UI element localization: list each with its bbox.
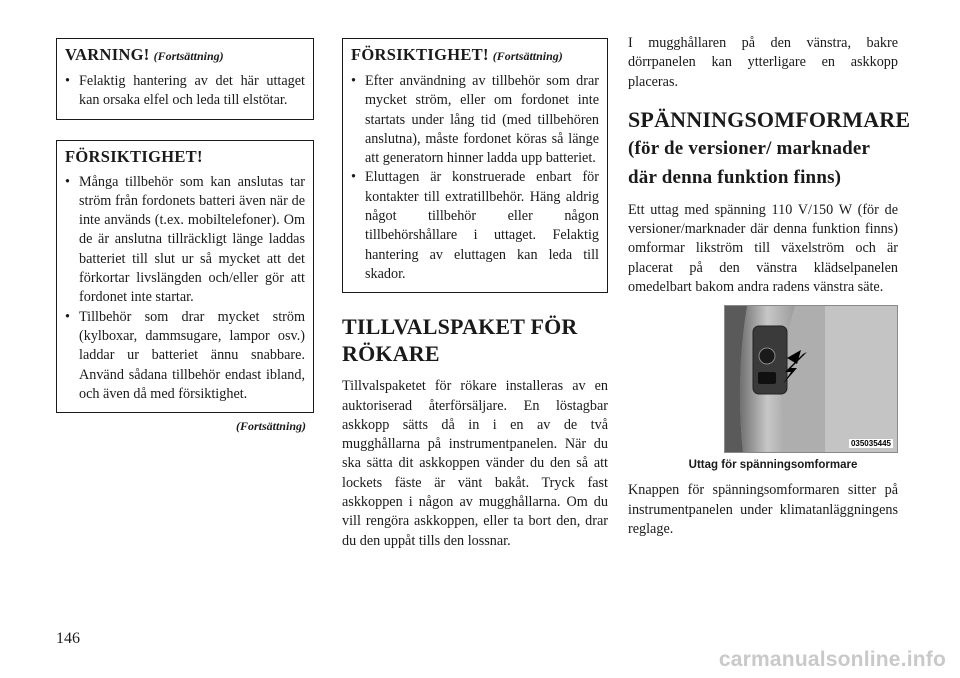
list-item: • Efter användning av tillbehör som drar mycket ström, eller om fordonet inte startats under lång tid (med tillbehören anslutna), måste fordonet köras så länge att generatorn hinner ladda upp batteriet. bbox=[351, 72, 599, 168]
caution-list bbox=[351, 72, 599, 284]
figure-caption: Uttag för spänningsomformare bbox=[688, 459, 858, 472]
section-body-inverter: Ett uttag med spänning 110 V/150 W (för de versioner/marknader där denna funktion finns) omformar likström till växelström och är placerat på den vänstra klädselpanelen omedelbart bakom andra radens vänstra säte. bbox=[628, 201, 898, 296]
column-middle bbox=[342, 38, 608, 551]
watermark: carmanualsonline.info bbox=[718, 648, 946, 671]
caution-list bbox=[65, 173, 305, 405]
list-item: • Felaktig hantering av det här uttaget kan orsaka elfel och leda till elstötar. bbox=[65, 72, 305, 111]
after-figure-paragraph: Knappen för spänningsomformaren sitter på instrumentpanelen under klimatanläggningens reglage. bbox=[628, 482, 898, 537]
section-body-smoker: Tillvalspaketet för rökare installeras av en auktoriserad återförsäljare. En löstagbar askkopp sätts då in i en av de två mugghållarna på instrumentpanelen. När du ska sätta dit askkoppen vänder du den så att lockets fäste är vänt bakåt. Tryck fast askkoppen i någon av mugghållarna. Om du vill rengöra askkoppen, eller ta bort den, drar du den uppåt tills den lossnar. bbox=[342, 378, 608, 549]
warning-box bbox=[56, 38, 314, 120]
heading-paren: (för de versioner/ marknader där denna funktion finns) bbox=[628, 137, 870, 188]
section-heading-smoker: TILLVALSPAKET FÖR RÖKARE bbox=[342, 314, 578, 367]
caution-box-continued bbox=[342, 38, 608, 293]
page-number: 146 bbox=[56, 630, 80, 647]
caution-title: FÖRSIKTIGHET! bbox=[65, 146, 203, 166]
column-left bbox=[56, 38, 314, 434]
continued-label: (Fortsättning) bbox=[153, 49, 224, 63]
column-right bbox=[628, 34, 911, 539]
outlet-illustration bbox=[725, 306, 897, 452]
list-item: • Många tillbehör som kan anslutas tar ström från fordonets batteri även när de inte används (t.ex. mobiltelefoner). Om de är anslutna tillräckligt länge laddas batteriet till slut ur så mycket att det förkortar livslängden och/eller gör att fordonet inte startar. bbox=[65, 173, 305, 308]
continued-label: (Fortsättning) bbox=[492, 49, 563, 63]
caution-box bbox=[56, 140, 314, 414]
warning-title: VARNING! (Fortsättning) bbox=[65, 45, 224, 64]
intro-paragraph: I mugghållaren på den vänstra, bakre dörrpanelen kan ytterligare en askkopp placeras. bbox=[628, 35, 898, 90]
list-item: • Tillbehör som drar mycket ström (kylboxar, dammsugare, lampor osv.) laddar ur batteriet ännu snabbare. Använd sådana tillbehör endast ibland, och även då med försiktighet. bbox=[65, 308, 305, 404]
heading-main: SPÄNNINGSOMFORMARE bbox=[628, 106, 911, 132]
list-item: • Eluttagen är konstruerade enbart för kontakter till extratillbehör. Häng aldrig något tillbehör eller någon tillbehörshållare i uttaget. Felaktig hantering av eluttagen kan leda till skador. bbox=[351, 168, 599, 284]
inverter-outlet-photo bbox=[724, 305, 898, 453]
warning-list bbox=[65, 72, 305, 111]
caution-title: FÖRSIKTIGHET! (Fortsättning) bbox=[351, 45, 563, 64]
section-heading-inverter bbox=[628, 106, 911, 191]
figure-code: 035035445 bbox=[850, 439, 891, 449]
continued-bottom-label: (Fortsättning) bbox=[235, 419, 306, 434]
